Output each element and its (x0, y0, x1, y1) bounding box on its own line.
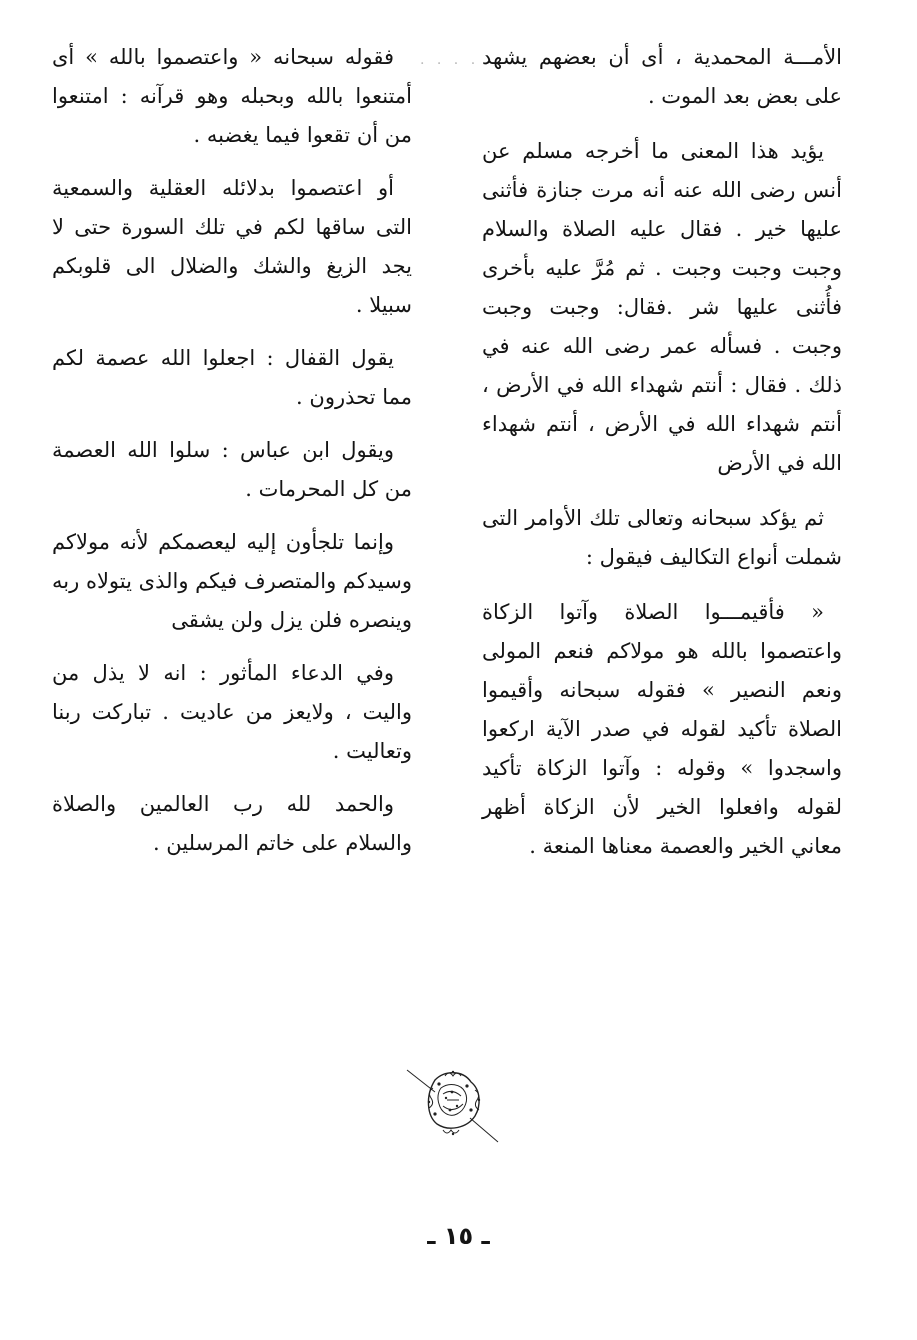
faint-marks: . . . . (420, 52, 480, 68)
paragraph: أو اعتصموا بدلائله العقلية والسمعية التى ساقها لكم في تلك السورة حتى لا يجد الزيغ والشك والضلال الى قلوبكم سبيلا . (52, 176, 412, 317)
left-column (52, 38, 412, 877)
paragraph: ويقول ابن عباس : سلوا الله العصمة من كل المحرمات . (52, 438, 412, 501)
right-column (482, 38, 842, 882)
paragraph: « فأقيمـــوا الصلاة وآتوا الزكاة واعتصموا بالله هو مولاكم فنعم المولى ونعم النصير » فقوله سبحانه وأقيموا الصلاة تأكيد لقوله في صدر الآية اركعوا واسجدوا » وقوله : وآتوا الزكاة تأكيد لقوله وافعلوا الخير لأن الزكاة أظهر معاني الخير والعصمة معناها المنعة . (482, 600, 842, 858)
paragraph: يقول القفال : اجعلوا الله عصمة لكم مما تحذرون . (52, 346, 412, 409)
paragraph: يؤيد هذا المعنى ما أخرجه مسلم عن أنس رضى الله عنه أنه مرت جنازة فأثنى عليها خير . فقال عليه الصلاة والسلام وجبت وجبت وجبت . ثم مُرَّ عليه بأخرى فأُثنى عليها شر .فقال: وجبت وجبت وجبت . فسأله عمر رضى الله عنه في ذلك . فقال : أنتم شهداء الله في الأرض ، أنتم شهداء الله في الأرض ، أنتم شهداء الله في الأرض (482, 139, 842, 475)
calligraphy-ornament-icon (405, 1062, 500, 1147)
paragraph: وإنما تلجأون إليه ليعصمكم لأنه مولاكم وسيدكم والمتصرف فيكم والذى يتولاه ربه وينصره فلن يزل ولن يشقى (52, 530, 412, 632)
paragraph: ثم يؤكد سبحانه وتعالى تلك الأوامر التى شملت أنواع التكاليف فيقول : (482, 506, 842, 569)
paragraph: الأمـــة المحمدية ، أى أن بعضهم يشهد على بعض بعد الموت . (482, 45, 842, 108)
paragraph: وفي الدعاء المأثور : انه لا يذل من واليت ، ولايعز من عاديت . تباركت ربنا وتعاليت . (52, 661, 412, 763)
page-number: ـ ١٥ ـ (427, 1222, 490, 1250)
paragraph: والحمد لله رب العالمين والصلاة والسلام على خاتم المرسلين . (52, 792, 412, 855)
paragraph: فقوله سبحانه « واعتصموا بالله » أى أمتنعوا بالله وبحبله وهو قرآنه : امتنعوا من أن تقعوا فيما يغضبه . (52, 45, 412, 147)
